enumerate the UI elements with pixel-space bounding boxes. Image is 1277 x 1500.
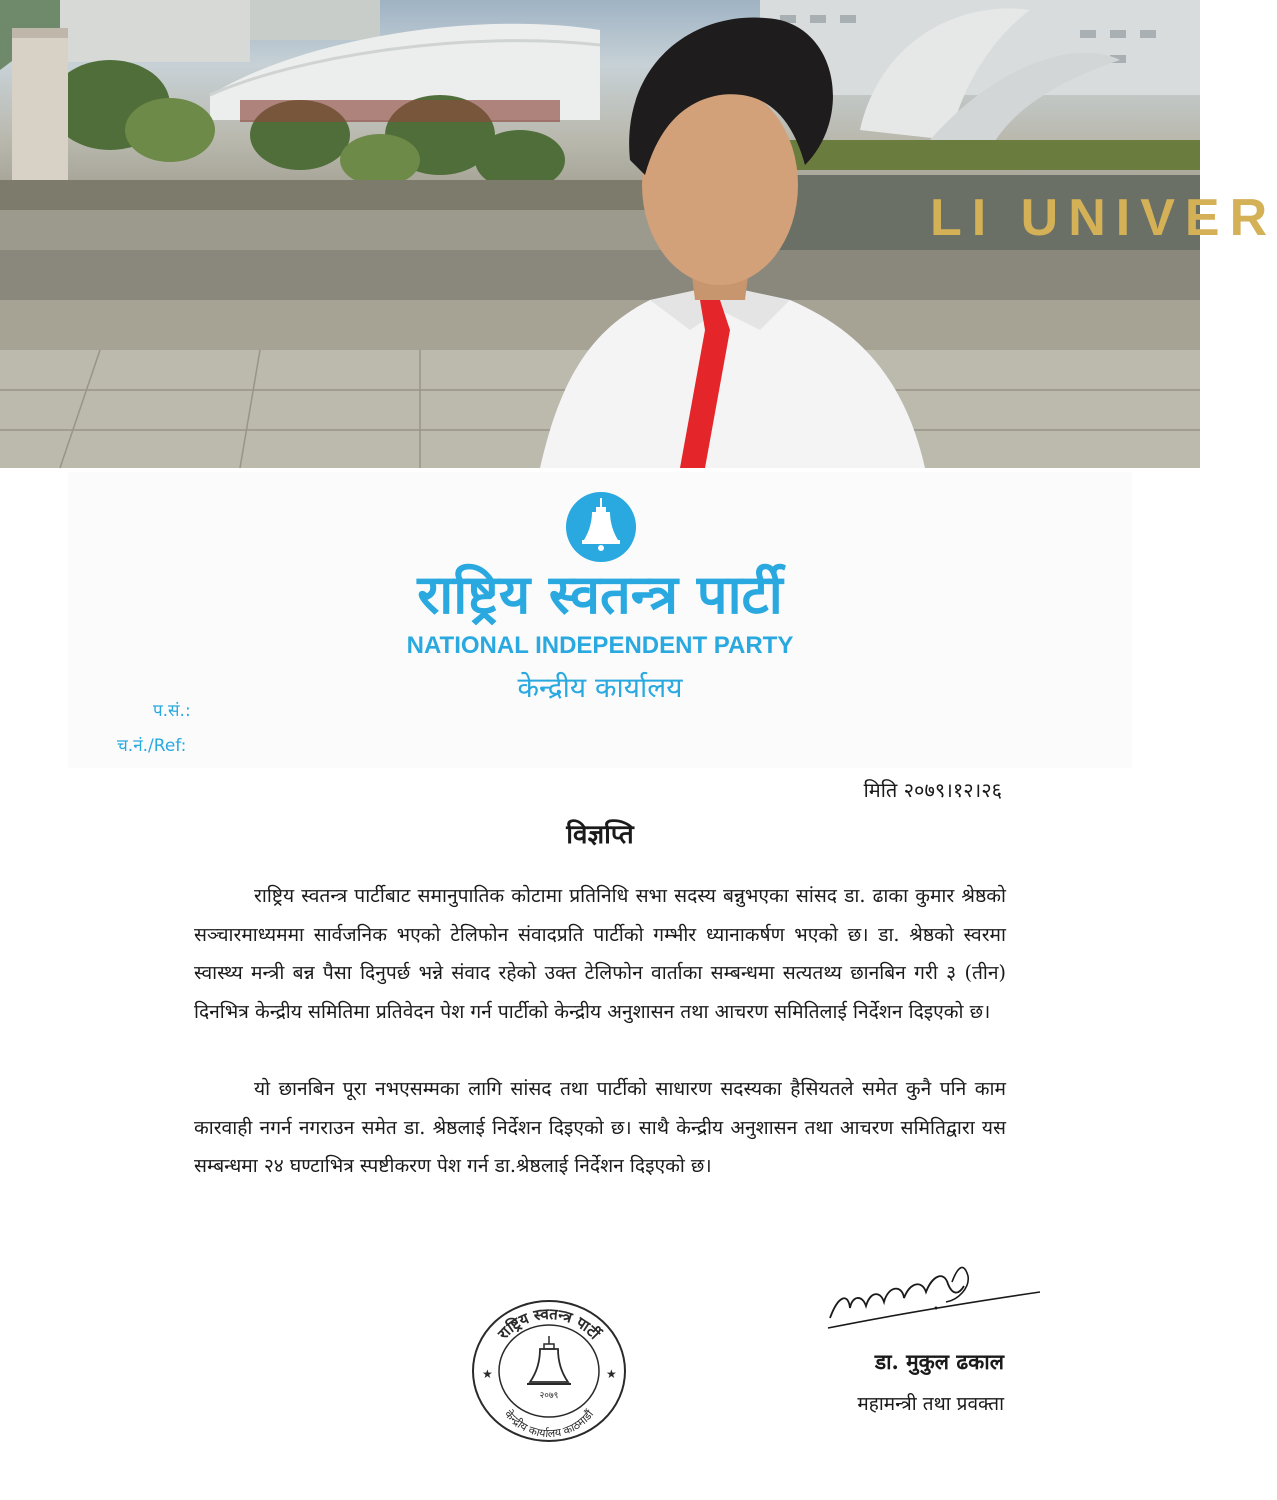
bell-icon (566, 492, 636, 562)
header-photo (0, 0, 1277, 468)
ref-label: च.नं./Ref: (117, 736, 187, 756)
party-name-nepali: राष्ट्रिय स्वतन्त्र पार्टी (417, 563, 783, 626)
svg-text:★: ★ (482, 1367, 493, 1381)
university-sign-text: LI UNIVER (930, 189, 1277, 247)
signatory-title: महामन्त्री तथा प्रवक्ता (857, 1393, 1004, 1415)
signatory-name: डा. मुकुल ढकाल (874, 1349, 1004, 1374)
party-name-english: NATIONAL INDEPENDENT PARTY (406, 632, 794, 659)
svg-text:★: ★ (606, 1367, 617, 1381)
party-logo (566, 492, 636, 562)
notice-title: विज्ञप्ति (566, 820, 634, 850)
notice-paragraph-2: यो छानबिन पूरा नभएसम्मका लागि सांसद तथा पार्टीको साधारण सदस्यका हैसियतले समेत कुनै पनि काम कारवाही नगर्न नगराउन समेत डा. श्रेष्ठलाई निर्देशन दिइएको छ। साथै केन्द्रीय अनुशासन तथा आचरण समितिद्वारा यस सम्बन्धमा २४ घण्टाभित्र स्पष्टीकरण पेश गर्न डा.श्रेष्ठलाई निर्देशन दिइएको छ। (194, 1077, 1006, 1177)
party-seal (470, 1298, 628, 1444)
seal-bottom-text: केन्द्रीय कार्यालय काठमाडौं (501, 1407, 597, 1441)
notice-paragraph-1: राष्ट्रिय स्वतन्त्र पार्टीबाट समानुपातिक कोटामा प्रतिनिधि सभा सदस्य बन्नुभएका सांसद डा. ढाका कुमार श्रेष्ठको सञ्चारमाध्यममा सार्वजनिक भएको टेलिफोन संवादप्रति पार्टीको गम्भीर ध्यानाकर्षण भएको छ। डा. श्रेष्ठको स्वरमा स्वास्थ्य मन्त्री बन्न पैसा दिनुपर्छ भन्ने संवाद रहेको उक्त टेलिफोन वार्ताका सम्बन्धमा सत्यतथ्य छानबिन गरी ३ (तीन) दिनभित्र केन्द्रीय समितिमा प्रतिवेदन पेश गर्न पार्टीको केन्द्रीय अनुशासन तथा आचरण समितिलाई निर्देशन दिइएको छ। (194, 884, 1006, 1023)
seal-top-text: राष्ट्रिय स्वतन्त्र पार्टी (494, 1304, 604, 1343)
signature-scribble-icon (818, 1256, 1048, 1336)
handwritten-signature (818, 1256, 1048, 1336)
notice-date: मिति २०७९।१२।२६ (863, 778, 1002, 802)
seal-year: २०७९ (539, 1391, 559, 1401)
seal-stamp-icon (470, 1298, 628, 1444)
party-office-label: केन्द्रीय कार्यालय (517, 671, 683, 704)
ps-label: प.सं.: (153, 701, 191, 721)
